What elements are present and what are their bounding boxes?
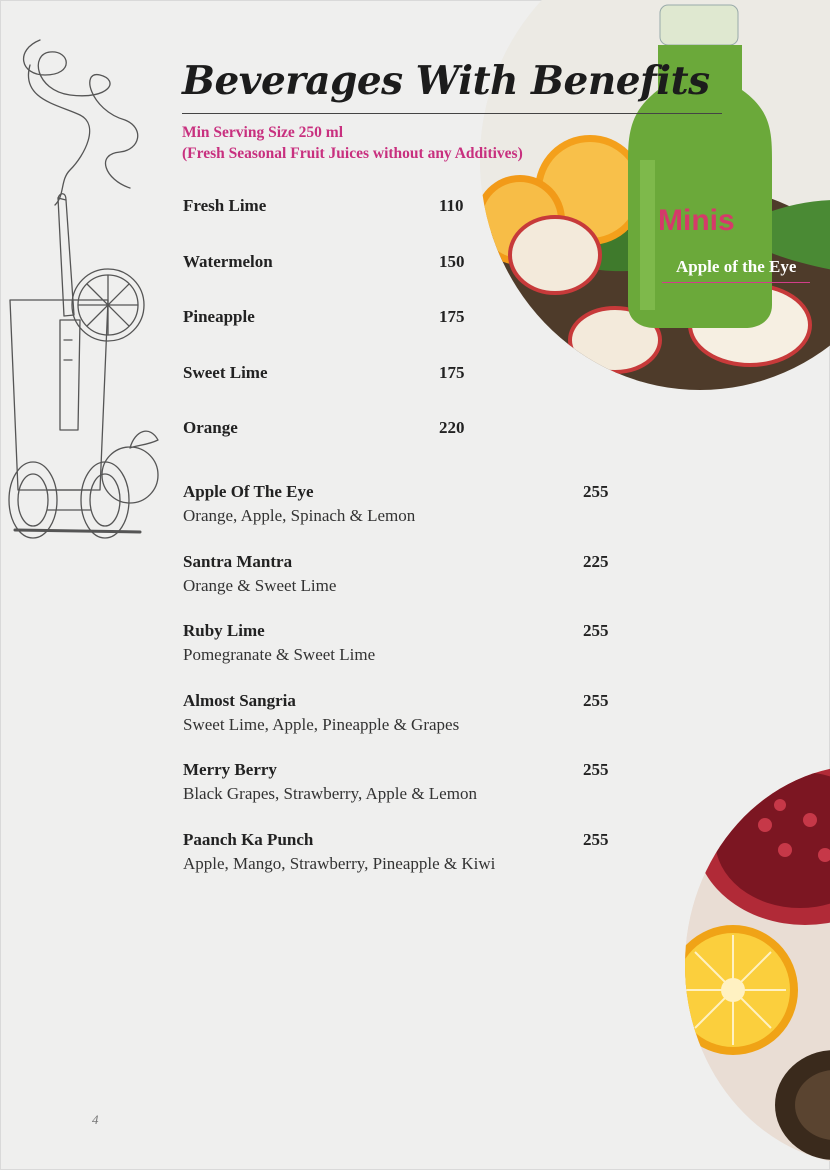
list-item	[183, 252, 483, 308]
title-underline	[182, 113, 722, 114]
list-item	[183, 760, 623, 830]
simple-juice-list	[183, 196, 483, 474]
caption-underline	[662, 282, 810, 283]
item-price: 110	[439, 196, 464, 215]
serving-size-note: Min Serving Size 250 ml	[182, 124, 344, 141]
item-description: Apple, Mango, Strawberry, Pineapple & Kiwi	[183, 853, 496, 873]
item-price: 255	[583, 621, 609, 640]
item-price: 175	[439, 307, 465, 326]
item-price: 150	[439, 251, 465, 271]
bottle-brand: Minis	[658, 204, 735, 237]
item-description: Orange, Apple, Spinach & Lemon	[183, 506, 416, 525]
list-item	[183, 621, 623, 691]
item-name: Sweet Lime	[183, 362, 268, 382]
item-price: 255	[583, 760, 609, 779]
item-price: 220	[439, 418, 465, 437]
item-name: Paanch Ka Punch	[183, 829, 314, 849]
fruit-slices-icon	[685, 765, 830, 1165]
item-name: Santra Mantra	[183, 551, 293, 571]
list-item	[183, 307, 483, 363]
item-description: Black Grapes, Strawberry, Apple & Lemon	[183, 784, 477, 803]
item-price: 175	[439, 362, 465, 382]
list-item	[183, 482, 623, 552]
list-item	[183, 363, 483, 419]
item-name: Merry Berry	[183, 760, 277, 779]
juice-glass-illustration-icon	[0, 20, 175, 560]
item-name: Fresh Lime	[183, 196, 267, 215]
list-item	[183, 691, 623, 761]
item-description: Pomegranate & Sweet Lime	[183, 645, 376, 664]
item-description: Orange & Sweet Lime	[183, 575, 337, 595]
item-name: Orange	[183, 418, 238, 437]
item-price: 225	[583, 551, 609, 571]
item-price: 255	[583, 482, 609, 501]
juice-blend-list	[183, 482, 623, 899]
page-number: 4	[92, 1112, 99, 1127]
list-item	[183, 552, 623, 622]
item-name: Apple Of The Eye	[183, 482, 314, 501]
list-item	[183, 830, 623, 900]
item-name: Almost Sangria	[183, 690, 296, 710]
item-name: Ruby Lime	[183, 621, 265, 640]
fruit-photo	[685, 765, 830, 1165]
item-name: Pineapple	[183, 307, 255, 326]
page-title: Beverages With Benefits	[182, 58, 710, 104]
item-price: 255	[583, 829, 609, 849]
additives-note: (Fresh Seasonal Fruit Juices without any Additives)	[182, 145, 523, 162]
list-item	[183, 418, 483, 474]
item-name: Watermelon	[183, 251, 273, 271]
photo-caption: Apple of the Eye	[676, 257, 797, 276]
item-description: Sweet Lime, Apple, Pineapple & Grapes	[183, 714, 460, 734]
list-item	[183, 196, 483, 252]
item-price: 255	[583, 690, 609, 710]
